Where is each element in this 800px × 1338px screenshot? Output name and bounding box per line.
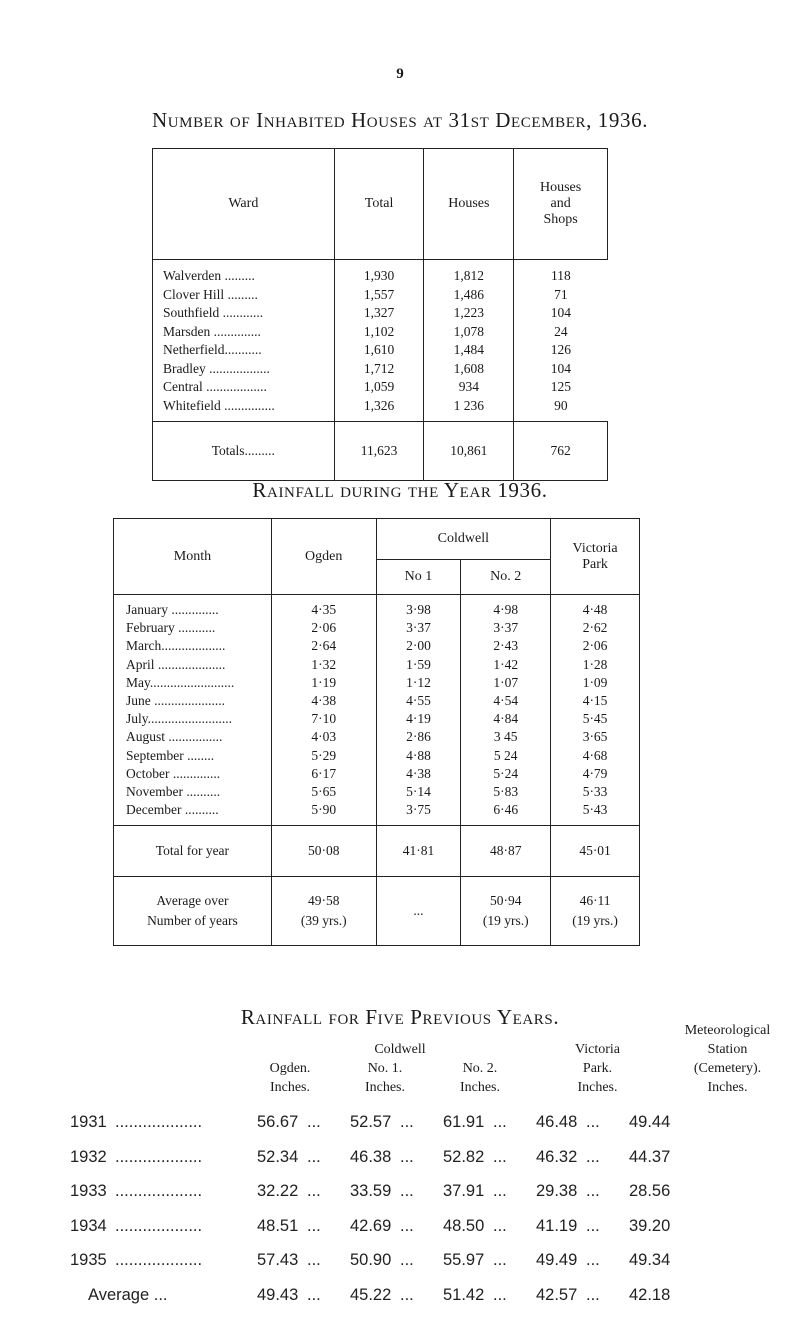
ward-cell: Walverden ......... xyxy=(153,260,335,286)
rainfall-title: Rainfall during the Year 1936. xyxy=(252,478,548,502)
ogden-cell: 4·03 xyxy=(271,728,376,746)
fh-met-1: Meteorological xyxy=(684,1023,771,1038)
five-ogden-cell: 52.34 xyxy=(257,1147,299,1166)
five-sep-cell: ... xyxy=(400,1113,414,1131)
shops-cell: 125 xyxy=(514,378,608,397)
no1-cell: 5·14 xyxy=(376,783,461,801)
five-no1-cell: 50.90 xyxy=(350,1251,392,1270)
five-victoria-cell: 46.32 xyxy=(536,1147,578,1166)
no1-cell: 2·00 xyxy=(376,637,461,655)
five-sep-cell: ... xyxy=(493,1182,507,1201)
five-sep-cell: ... xyxy=(307,1251,321,1270)
houses-title: Number of Inhabited Houses at 31st December, 1936. xyxy=(151,108,649,132)
houses-cell: 934 xyxy=(424,378,514,397)
five-sep-cell: ... xyxy=(400,1286,414,1304)
no1-cell: 1·59 xyxy=(376,656,461,674)
month-cell: October .............. xyxy=(114,765,272,783)
no2-cell: 3·37 xyxy=(461,619,551,637)
totals-label: Totals......... xyxy=(153,422,335,481)
victoria-cell: 4·68 xyxy=(551,747,640,765)
five-years-title: Rainfall for Five Previous Years. xyxy=(240,1005,560,1029)
ward-cell: Netherfield........... xyxy=(153,341,335,360)
shops-cell: 118 xyxy=(514,260,608,286)
victoria-cell: 5·33 xyxy=(551,783,640,801)
five-met-cell: 49.44 xyxy=(629,1113,671,1131)
five-ogden-cell: 57.43 xyxy=(257,1251,299,1270)
ward-cell: Bradley .................. xyxy=(153,360,335,379)
total-cell: 1,610 xyxy=(334,341,424,360)
average-no1: ... xyxy=(376,877,461,946)
ward-cell: Southfield ............ xyxy=(153,304,335,323)
five-sep-cell: ... xyxy=(400,1182,414,1201)
total-no2: 48·87 xyxy=(461,826,551,877)
no2-cell: 5·83 xyxy=(461,783,551,801)
header-hs-line2: and xyxy=(550,196,571,211)
fh-met-4: Inches. xyxy=(707,1080,748,1095)
ward-cell: Clover Hill ......... xyxy=(153,286,335,305)
fh-no2-2: Inches. xyxy=(459,1080,501,1095)
houses-cell: 1,223 xyxy=(424,304,514,323)
five-sep-cell: ... xyxy=(400,1147,414,1166)
five-dots-cell: ................... xyxy=(115,1182,203,1201)
no2-cell: 1·42 xyxy=(461,656,551,674)
month-cell: September ........ xyxy=(114,747,272,765)
total-no1: 41·81 xyxy=(376,826,461,877)
fh-coldwell: Coldwell xyxy=(374,1042,426,1057)
five-met-cell: 42.18 xyxy=(629,1286,671,1304)
five-ogden-cell: 48.51 xyxy=(257,1216,299,1235)
five-sep-cell: ... xyxy=(493,1147,507,1166)
average-victoria-value: 46·11 xyxy=(579,893,611,909)
page-number: 9 xyxy=(396,66,404,82)
header-victoria-line2: Park xyxy=(582,556,608,572)
ogden-cell: 1·19 xyxy=(271,674,376,692)
total-cell: 1,327 xyxy=(334,304,424,323)
five-sep-cell: ... xyxy=(493,1286,507,1304)
five-victoria-cell: 42.57 xyxy=(536,1286,578,1304)
month-cell: January .............. xyxy=(114,595,272,620)
fh-no1-1: No. 1. xyxy=(367,1061,403,1076)
five-met-cell: 49.34 xyxy=(629,1251,671,1270)
fh-met-3: (Cemetery). xyxy=(693,1061,762,1076)
month-cell: June ..................... xyxy=(114,692,272,710)
no1-cell: 3·98 xyxy=(376,595,461,620)
five-no2-cell: 61.91 xyxy=(443,1113,485,1131)
fh-met-2: Station xyxy=(707,1042,748,1057)
five-sep-cell: ... xyxy=(493,1113,507,1131)
victoria-cell: 4·79 xyxy=(551,765,640,783)
total-cell: 1,059 xyxy=(334,378,424,397)
five-year-cell: 1932 xyxy=(70,1147,107,1166)
header-month: Month xyxy=(114,519,272,595)
five-sep-cell: ... xyxy=(586,1182,600,1201)
five-no1-cell: 42.69 xyxy=(350,1216,392,1235)
five-no2-cell: 55.97 xyxy=(443,1251,485,1270)
houses-cell: 1 236 xyxy=(424,397,514,422)
no2-cell: 2·43 xyxy=(461,637,551,655)
totals-shops: 762 xyxy=(514,422,608,481)
ogden-cell: 7·10 xyxy=(271,710,376,728)
shops-cell: 24 xyxy=(514,323,608,342)
ogden-cell: 2·64 xyxy=(271,637,376,655)
average-ogden-value: 49·58 xyxy=(307,893,340,909)
five-sep-cell: ... xyxy=(586,1286,600,1304)
ogden-cell: 1·32 xyxy=(271,656,376,674)
houses-cell: 1,812 xyxy=(424,260,514,286)
fh-no2-1: No. 2. xyxy=(462,1061,498,1076)
total-cell: 1,326 xyxy=(334,397,424,422)
victoria-cell: 3·65 xyxy=(551,728,640,746)
month-cell: March................... xyxy=(114,637,272,655)
total-cell: 1,557 xyxy=(334,286,424,305)
header-coldwell: Coldwell xyxy=(376,519,551,560)
victoria-cell: 2·62 xyxy=(551,619,640,637)
average-label-1: Average over xyxy=(156,893,229,909)
no1-cell: 4·38 xyxy=(376,765,461,783)
five-no1-cell: 33.59 xyxy=(350,1182,392,1201)
five-no1-cell: 46.38 xyxy=(350,1147,392,1166)
header-hs-line3: Shops xyxy=(543,212,578,227)
header-total: Total xyxy=(334,149,424,260)
header-victoria-line1: Victoria xyxy=(572,540,618,556)
no2-cell: 3 45 xyxy=(461,728,551,746)
ogden-cell: 5·90 xyxy=(271,801,376,826)
shops-cell: 104 xyxy=(514,360,608,379)
shops-cell: 90 xyxy=(514,397,608,422)
header-ogden: Ogden xyxy=(271,519,376,595)
ogden-cell: 6·17 xyxy=(271,765,376,783)
five-sep-cell: ... xyxy=(307,1182,321,1201)
five-met-cell: 39.20 xyxy=(629,1216,671,1235)
ogden-cell: 5·65 xyxy=(271,783,376,801)
five-sep-cell: ... xyxy=(307,1147,321,1166)
shops-cell: 71 xyxy=(514,286,608,305)
victoria-cell: 5·45 xyxy=(551,710,640,728)
no2-cell: 4·98 xyxy=(461,595,551,620)
fh-victoria-3: Inches. xyxy=(577,1080,618,1095)
five-sep-cell: ... xyxy=(586,1251,600,1270)
victoria-cell: 1·09 xyxy=(551,674,640,692)
no2-cell: 4·54 xyxy=(461,692,551,710)
fh-ogden-1: Ogden. xyxy=(269,1061,311,1076)
header-houses: Houses xyxy=(424,149,514,260)
month-cell: August ................ xyxy=(114,728,272,746)
ward-cell: Central .................. xyxy=(153,378,335,397)
houses-cell: 1,078 xyxy=(424,323,514,342)
month-cell: December .......... xyxy=(114,801,272,826)
victoria-cell: 1·28 xyxy=(551,656,640,674)
five-sep-cell: ... xyxy=(307,1216,321,1235)
five-dots-cell: ................... xyxy=(115,1251,203,1270)
five-victoria-cell: 46.48 xyxy=(536,1113,578,1131)
victoria-cell: 5·43 xyxy=(551,801,640,826)
month-cell: May......................... xyxy=(114,674,272,692)
five-ogden-cell: 32.22 xyxy=(257,1182,299,1201)
houses-cell: 1,608 xyxy=(424,360,514,379)
five-dots-cell: ................... xyxy=(115,1147,203,1166)
ogden-cell: 5·29 xyxy=(271,747,376,765)
fh-no1-2: Inches. xyxy=(364,1080,406,1095)
five-year-cell: 1931 xyxy=(70,1113,107,1131)
total-cell: 1,930 xyxy=(334,260,424,286)
total-cell: 1,102 xyxy=(334,323,424,342)
average-victoria-years: (19 yrs.) xyxy=(572,913,618,929)
month-cell: July......................... xyxy=(114,710,272,728)
no2-cell: 1·07 xyxy=(461,674,551,692)
fh-ogden-2: Inches. xyxy=(269,1080,311,1095)
no1-cell: 1·12 xyxy=(376,674,461,692)
shops-cell: 126 xyxy=(514,341,608,360)
five-sep-cell: ... xyxy=(586,1147,600,1166)
no1-cell: 2·86 xyxy=(376,728,461,746)
five-victoria-cell: 49.49 xyxy=(536,1251,578,1270)
total-victoria: 45·01 xyxy=(551,826,640,877)
header-ward: Ward xyxy=(153,149,335,260)
ogden-cell: 2·06 xyxy=(271,619,376,637)
no1-cell: 3·75 xyxy=(376,801,461,826)
month-cell: April .................... xyxy=(114,656,272,674)
no2-cell: 5·24 xyxy=(461,765,551,783)
ward-cell: Whitefield ............... xyxy=(153,397,335,422)
five-year-cell: 1934 xyxy=(70,1216,107,1235)
totals-total: 11,623 xyxy=(334,422,424,481)
five-no2-cell: 48.50 xyxy=(443,1216,485,1235)
ogden-cell: 4·38 xyxy=(271,692,376,710)
five-no2-cell: 37.91 xyxy=(443,1182,485,1201)
five-sep-cell: ... xyxy=(493,1251,507,1270)
fh-victoria-2: Park. xyxy=(582,1061,613,1076)
no2-cell: 4·84 xyxy=(461,710,551,728)
five-sep-cell: ... xyxy=(493,1216,507,1235)
total-cell: 1,712 xyxy=(334,360,424,379)
five-sep-cell: ... xyxy=(586,1216,600,1235)
five-victoria-cell: 29.38 xyxy=(536,1182,578,1201)
houses-cell: 1,484 xyxy=(424,341,514,360)
five-sep-cell: ... xyxy=(307,1113,321,1131)
five-ogden-cell: 49.43 xyxy=(257,1286,299,1304)
five-no1-cell: 45.22 xyxy=(350,1286,392,1304)
five-met-cell: 28.56 xyxy=(629,1182,671,1201)
five-dots-cell: ................... xyxy=(115,1216,203,1235)
five-sep-cell: ... xyxy=(400,1251,414,1270)
totals-houses: 10,861 xyxy=(424,422,514,481)
header-no2: No. 2 xyxy=(461,560,551,595)
five-sep-cell: ... xyxy=(586,1113,600,1131)
five-dots-cell: ................... xyxy=(115,1113,203,1131)
five-no2-cell: 51.42 xyxy=(443,1286,485,1304)
five-no2-cell: 52.82 xyxy=(443,1147,485,1166)
houses-cell: 1,486 xyxy=(424,286,514,305)
no1-cell: 3·37 xyxy=(376,619,461,637)
header-no1: No 1 xyxy=(376,560,461,595)
victoria-cell: 2·06 xyxy=(551,637,640,655)
five-ogden-cell: 56.67 xyxy=(257,1113,299,1131)
victoria-cell: 4·15 xyxy=(551,692,640,710)
total-label: Total for year xyxy=(114,826,272,877)
five-year-cell: Average ... xyxy=(88,1286,168,1304)
average-no2-years: (19 yrs.) xyxy=(482,913,529,929)
five-sep-cell: ... xyxy=(400,1216,414,1235)
five-sep-cell: ... xyxy=(307,1286,321,1304)
five-no1-cell: 52.57 xyxy=(350,1113,392,1131)
month-cell: February ........... xyxy=(114,619,272,637)
no1-cell: 4·88 xyxy=(376,747,461,765)
five-met-cell: 44.37 xyxy=(629,1147,671,1166)
no1-cell: 4·55 xyxy=(376,692,461,710)
average-no2-value: 50·94 xyxy=(489,893,522,909)
shops-cell: 104 xyxy=(514,304,608,323)
no2-cell: 6·46 xyxy=(461,801,551,826)
ward-cell: Marsden .............. xyxy=(153,323,335,342)
average-ogden-years: (39 yrs.) xyxy=(300,913,347,929)
five-victoria-cell: 41.19 xyxy=(536,1216,578,1235)
no1-cell: 4·19 xyxy=(376,710,461,728)
ogden-cell: 4·35 xyxy=(271,595,376,620)
average-label-2: Number of years xyxy=(147,913,238,929)
five-year-cell: 1935 xyxy=(70,1251,107,1270)
victoria-cell: 4·48 xyxy=(551,595,640,620)
fh-victoria-1: Victoria xyxy=(574,1042,621,1057)
no2-cell: 5 24 xyxy=(461,747,551,765)
total-ogden: 50·08 xyxy=(271,826,376,877)
five-year-cell: 1933 xyxy=(70,1182,107,1201)
header-hs-line1: Houses xyxy=(539,180,582,195)
month-cell: November .......... xyxy=(114,783,272,801)
